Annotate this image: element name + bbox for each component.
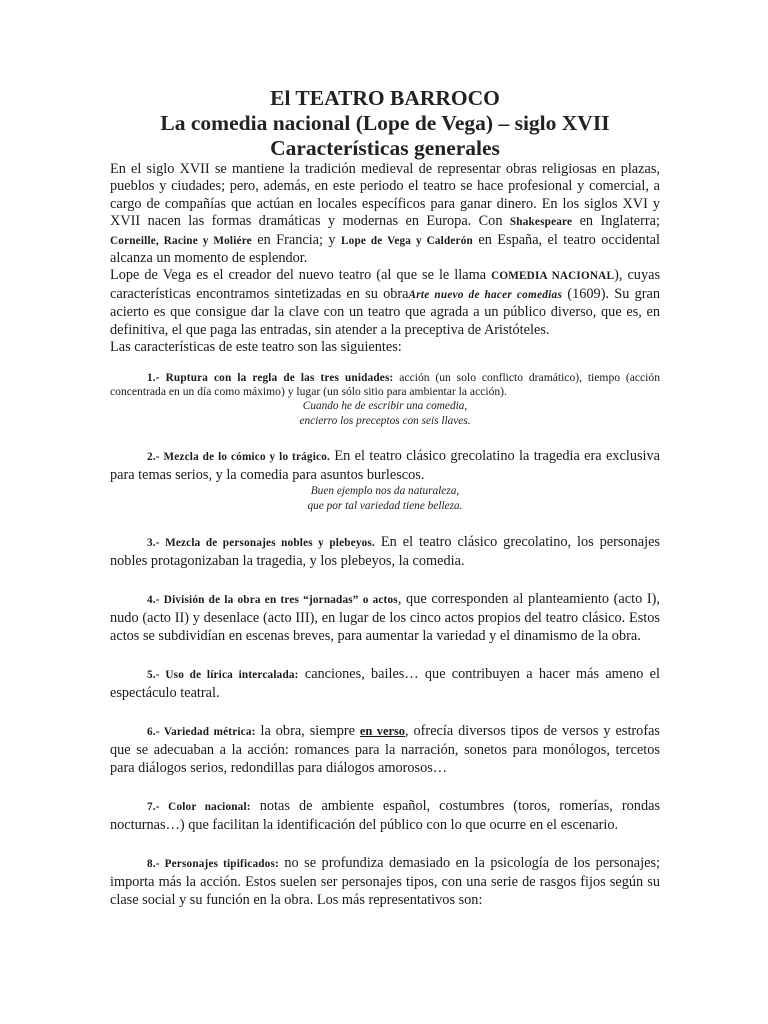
- intro-text: Las características de este teatro son las siguientes:: [110, 339, 402, 356]
- quote: [110, 399, 660, 428]
- item-text: la obra, siempre: [255, 723, 360, 740]
- intro-text: En el siglo XVII se mantiene la tradición medieval de representar obras religiosas en plazas, pueblos y ciudades; pero, además, en este periodo el teatro se hace profesional y comercial, a cargo de compañías que actúan en locales específicos para ganar dinero. En los siglos XVI y XVII nacen las formas dramáticas y modernas en Europa. Con: [110, 161, 660, 230]
- intro-text: en Inglaterra;: [572, 213, 660, 230]
- author-shakespeare: Shakespeare: [509, 216, 573, 229]
- intro-text: ), cuyas características encontramos sintetizadas en su obra: [110, 267, 661, 302]
- page-subtitle: La comedia nacional (Lope de Vega) – siglo XVII: [160, 111, 610, 135]
- list-item: [110, 855, 660, 909]
- quote-line: encierro los preceptos con seis llaves.: [299, 414, 471, 427]
- intro-text: en Francia; y: [251, 231, 341, 248]
- item-text: canciones, bailes… que contribuyen a hacer más ameno el espectáculo teatral.: [110, 666, 660, 701]
- quote: [110, 484, 660, 513]
- list-item: [110, 591, 660, 645]
- item-text: no se profundiza demasiado en la psicología de los personajes; importa más la acción. Estos suelen ser personajes tipos, con una serie de rasgos fijos según su clase social y su función en la obra. Los más representativos son:: [110, 855, 660, 908]
- item-text: , que corresponden al planteamiento (acto I), nudo (acto II) y desenlace (acto III), en lugar de los cinco actos propios del teatro clásico. Estos actos se subdividían en escenas breves, para aumentar la variedad y el dinamismo de la obra.: [110, 591, 660, 644]
- item-heading: 7.- Color nacional:: [147, 801, 251, 814]
- list-item: [110, 723, 660, 777]
- emphasis-en-verso: en verso: [359, 724, 405, 739]
- list-item: [110, 371, 660, 399]
- item-heading: 6.- Variedad métrica:: [147, 726, 256, 739]
- intro-text: en España, el teatro occidental alcanza un momento de esplendor.: [110, 231, 660, 267]
- title-block: [110, 86, 660, 161]
- list-item: [110, 534, 660, 570]
- intro-text: Lope de Vega es el creador del nuevo teatro (al que se le llama: [110, 267, 492, 284]
- list-item: [110, 798, 660, 834]
- item-text: En el teatro clásico grecolatino, los personajes nobles protagonizaban la tragedia, y los plebeyos, la comedia.: [110, 534, 660, 569]
- intro-paragraph-3: [110, 339, 660, 356]
- intro-paragraph-2: [110, 267, 660, 339]
- item-text: acción (un solo conflicto dramático), tiempo (acción concentrada en un día como máximo) y lugar (un sólo sitio para ambientar la acción).: [110, 371, 660, 399]
- quote-line: Buen ejemplo nos da naturaleza,: [310, 485, 460, 498]
- intro-paragraph-1: [110, 161, 660, 267]
- author-lope: Lope de Vega y Calderón: [340, 234, 473, 247]
- section-heading: Características generales: [270, 136, 500, 160]
- item-heading: 2.- Mezcla de lo cómico y lo trágico.: [147, 451, 330, 464]
- list-item: [110, 666, 660, 702]
- item-heading: 8.- Personajes tipificados:: [147, 858, 279, 871]
- item-heading: 3.- Mezcla de personajes nobles y plebeyos.: [147, 537, 375, 550]
- list-item: [110, 448, 660, 484]
- quote-line: Cuando he de escribir una comedia,: [302, 400, 468, 413]
- item-heading: 4.- División de la obra en tres “jornadas” o actos: [147, 594, 398, 607]
- quote-line: que por tal variedad tiene belleza.: [307, 499, 463, 512]
- item-text: , ofrecía diversos tipos de versos y estrofas que se adecuaban a la acción: romances para la narración, sonetos para monólogos, tercetos para diálogos serios, redondillas para diálogos amorosos…: [110, 723, 660, 776]
- item-text: notas de ambiente español, costumbres (toros, romerías, rondas nocturnas…) que facilitan la identificación del público con lo que ocurre en el escenario.: [110, 798, 661, 833]
- intro-section: [110, 161, 660, 356]
- item-text: En el teatro clásico grecolatino la tragedia era exclusiva para temas serios, y la comedia para asuntos burlescos.: [110, 448, 660, 483]
- intro-text: (1609). Su gran acierto es que consigue dar la clave con un teatro que agrada a un público diverso, que es, en definitiva, el que paga las entradas, sin atender a la preceptiva de Aristóteles.: [110, 285, 661, 338]
- author-corneille: Corneille, Racine y Moliére: [110, 234, 252, 247]
- page-title: El TEATRO BARROCO: [270, 86, 500, 110]
- work-title: Arte nuevo de hacer comedias: [408, 288, 563, 301]
- item-heading: 5.- Uso de lírica intercalada:: [147, 669, 299, 682]
- term-comedia-nacional: COMEDIA NACIONAL: [491, 270, 615, 283]
- item-heading: 1.- Ruptura con la regla de las tres unidades:: [147, 372, 394, 385]
